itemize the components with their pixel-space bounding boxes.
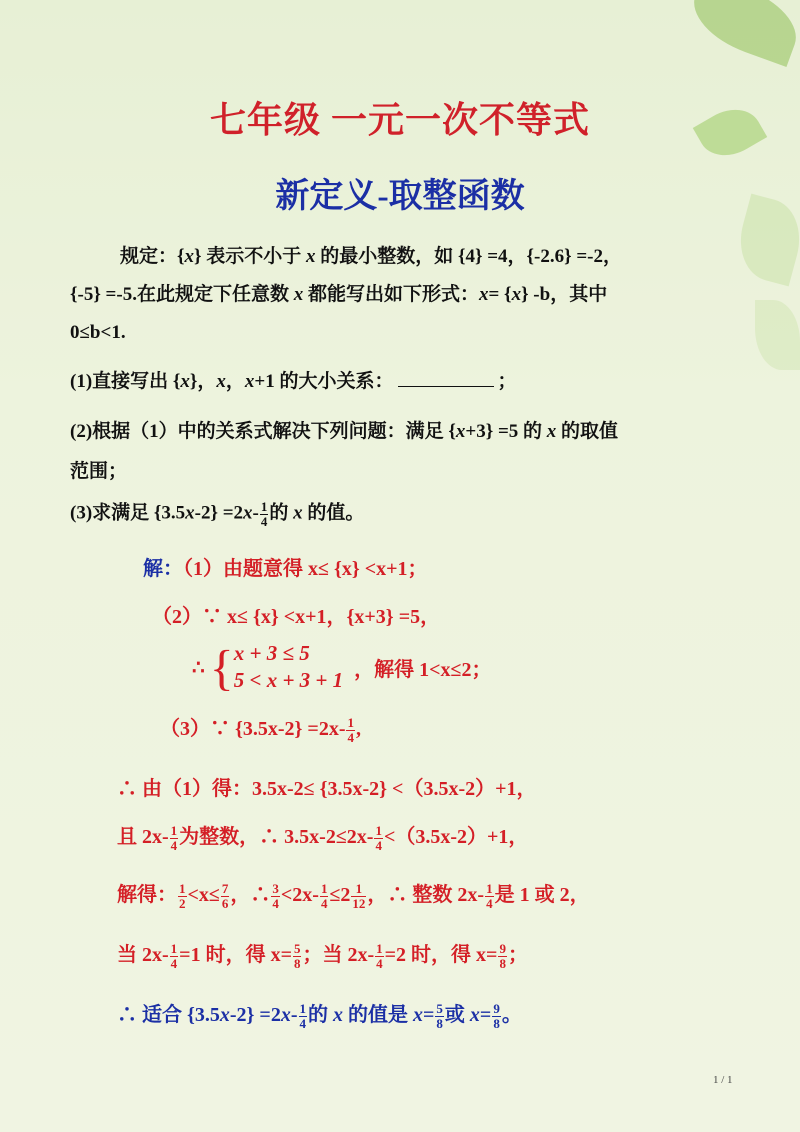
question-3: (3)求满足 {3.5x-2} =2x- $\frac{1}{4}$ 的 x 的值。 <box>70 499 365 529</box>
page-subtitle: 新定义-取整函数 <box>275 178 525 215</box>
answer-blank <box>398 386 494 387</box>
leaf-decoration <box>683 0 800 67</box>
page-title: 七年级 一元一次不等式 <box>209 100 590 140</box>
leaf-decoration <box>755 300 800 370</box>
solution-step-7: 解得： $\frac{1}{2}$ <x≤ $\frac{7}{6}$ ，∴ $\frac{3}{4}$ <2x- $\frac{1}{4}$ ≤2 $\frac{1}{12}$ ，∴ 整数 2x- $\frac{1}{4}$ 是 1 或 2， <box>117 881 590 911</box>
solution-conclusion: ∴ 适合 {3.5x-2} =2x- $\frac{1}{4}$ 的 x 的值是 x= $\frac{5}{8}$ 或 x= $\frac{9}{8}$ 。 <box>117 1001 522 1031</box>
solution-step-8: 当 2x- $\frac{1}{4}$ =1 时，得 x= $\frac{5}{8}$ ；当 2x- $\frac{1}{4}$ =2 时，得 x= $\frac{9}{8}$ ； <box>117 941 528 971</box>
solution-step-1: 解：（1）由题意得 x≤ {x} <x+1； <box>143 558 428 580</box>
question-2: (2)根据（1）中的关系式解决下列问题：满足 {x+3} =5 的 x 的取值 范围； <box>70 421 619 482</box>
solution-step-3: ∴ { x + 3 ≤ 5 5 < x + 3 + 1 ，解得 1<x≤2； <box>192 639 492 696</box>
inequality-system: x + 3 ≤ 5 5 < x + 3 + 1 <box>233 641 344 693</box>
page-number: 1 / 1 <box>713 1074 733 1086</box>
question-1: (1)直接写出 {x}，x，x+1 的大小关系： ； <box>70 371 517 392</box>
solution-step-4: （3）∵ {3.5x-2} =2x- $\frac{1}{4}$ , <box>160 715 361 745</box>
solution-step-6: 且 2x- $\frac{1}{4}$ 为整数，∴ 3.5x-2≤2x- $\frac{1}{4}$ <（3.5x-2）+1， <box>117 823 529 853</box>
problem-intro: 规定：{x} 表示不小于 x 的最小整数，如 {4} =4，{-2.6} =-2， {-5} =-5.在此规定下任意数 x 都能写出如下形式：x= {x} -b，其中 0≤b<1. <box>70 246 623 343</box>
solution-step-2: （2）∵ x≤ {x} <x+1，{x+3} =5， <box>152 606 441 628</box>
solution-step-5: ∴ 由（1）得：3.5x-2≤ {3.5x-2} <（3.5x-2）+1， <box>117 778 537 800</box>
